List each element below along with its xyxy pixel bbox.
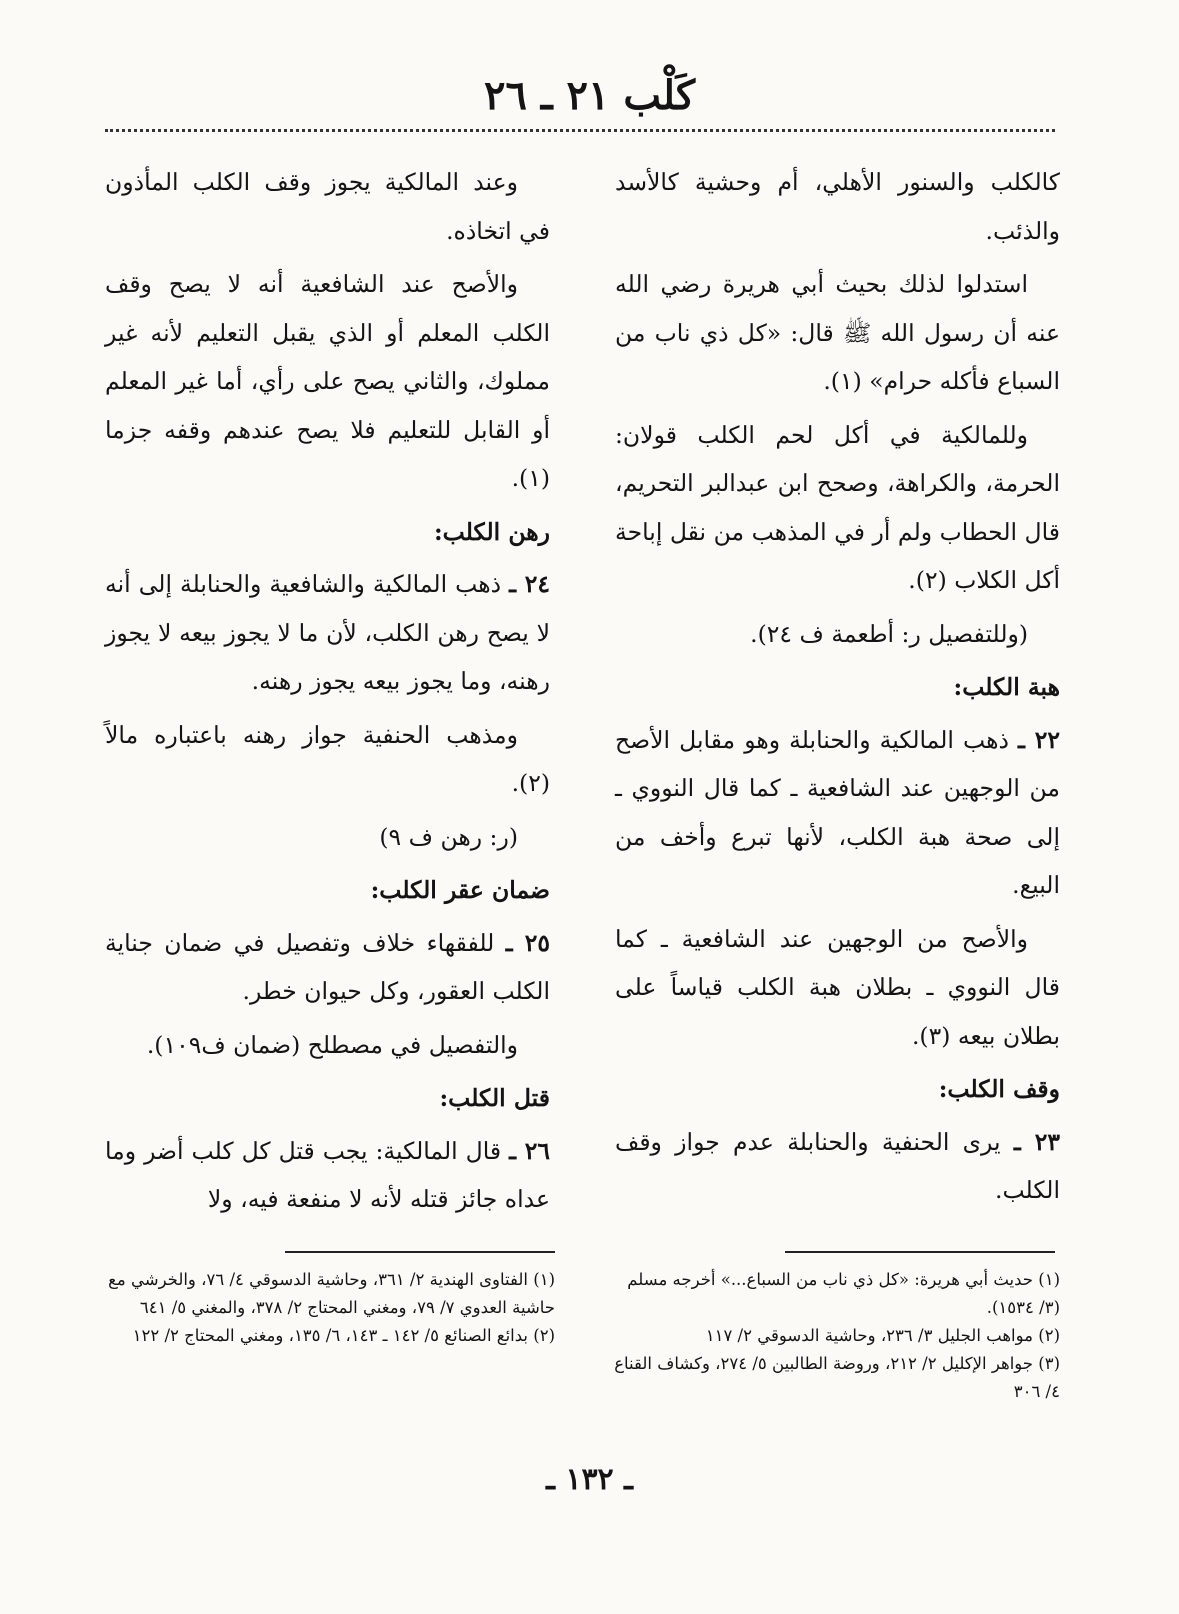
section-number: ٢٣ ـ bbox=[1013, 1127, 1060, 1156]
section-heading: قتل الكلب: bbox=[439, 1084, 550, 1112]
footnote-separator bbox=[785, 1251, 1055, 1253]
paragraph bbox=[105, 1127, 550, 1224]
page-number: ـ ١٣٢ ـ bbox=[546, 1462, 633, 1497]
section-heading: ضمان عقر الكلب: bbox=[370, 876, 550, 904]
footnote: (٢) بدائع الصنائع ٥/ ١٤٢ ـ ١٤٣، ٦/ ١٣٥، ومغني المحتاج ٢/ ١٢٢ bbox=[132, 1326, 555, 1345]
section-number: ٢٥ ـ bbox=[505, 928, 550, 957]
paragraph bbox=[615, 1118, 1060, 1215]
paragraph bbox=[615, 716, 1060, 910]
paragraph: وللمالكية في أكل لحم الكلب قولان: الحرمة، والكراهة، وصحح ابن عبدالبر التحريم، قال الحطاب ولم أر في المذهب من نقل إباحة أكل الكلاب (٢). bbox=[615, 420, 1060, 594]
section-number: ٢٦ ـ bbox=[509, 1136, 550, 1165]
header-divider bbox=[105, 129, 1055, 132]
paragraph-text: للفقهاء خلاف وتفصيل في ضمان جناية الكلب العقور، وكل حيوان خطر. bbox=[105, 928, 550, 1005]
page-header-title: كَلْب ٢١ ـ ٢٦ bbox=[483, 72, 695, 119]
footnotes-left bbox=[105, 1266, 555, 1350]
section-number: ٢٤ ـ bbox=[509, 570, 550, 598]
footnote: (١) الفتاوى الهندية ٢/ ٣٦١، وحاشية الدسوقي ٤/ ٧٦، والخرشي مع حاشية العدوي ٧/ ٧٩، ومغني المحتاج ٢/ ٣٧٨، والمغني ٥/ ٦٤١ bbox=[108, 1270, 555, 1317]
footnote: (٢) مواهب الجليل ٣/ ٢٣٦، وحاشية الدسوقي ٢/ ١١٧ bbox=[705, 1326, 1060, 1345]
paragraph: كالكلب والسنور الأهلي، أم وحشية كالأسد والذئب. bbox=[615, 168, 1060, 245]
paragraph: والتفصيل في مصطلح (ضمان ف١٠٩). bbox=[146, 1030, 518, 1059]
footnote-separator bbox=[285, 1251, 555, 1253]
paragraph-text: يرى الحنفية والحنابلة عدم جواز وقف الكلب. bbox=[615, 1127, 1060, 1204]
paragraph: والأصح عند الشافعية أنه لا يصح وقف الكلب المعلم أو الذي يقبل التعليم لأنه غير مملوك، والثاني يصح على رأي، أما غير المعلم أو القابل للتعليم فلا يصح عندهم وقفه جزما (١). bbox=[105, 270, 550, 492]
section-heading: رهن الكلب: bbox=[433, 517, 550, 546]
paragraph-text: ذهب المالكية والشافعية والحنابلة إلى أنه لا يصح رهن الكلب، لأن ما لا يجوز بيعه لا يجوز رهنه، وما يجوز بيعه يجوز رهنه. bbox=[105, 570, 550, 695]
paragraph: ومذهب الحنفية جواز رهنه باعتباره مالاً (٢). bbox=[105, 720, 550, 797]
cross-reference: (وللتفصيل ر: أطعمة ف ٢٤). bbox=[750, 619, 1028, 648]
cross-reference: (ر: رهن ف ٩) bbox=[379, 822, 518, 851]
paragraph: والأصح من الوجهين عند الشافعية ـ كما قال النووي ـ بطلان هبة الكلب قياساً على بطلان بيعه (٣). bbox=[615, 924, 1060, 1050]
footnotes-right bbox=[610, 1266, 1060, 1406]
section-number: ٢٢ ـ bbox=[1018, 725, 1060, 754]
footnote: (٣) جواهر الإكليل ٢/ ٢١٢، وروضة الطالبين ٥/ ٢٧٤، وكشاف القناع ٤/ ٣٠٦ bbox=[614, 1354, 1060, 1401]
footnote: (١) حديث أبي هريرة: «كل ذي ناب من السباع...» أخرجه مسلم (٣/ ١٥٣٤). bbox=[627, 1270, 1060, 1317]
paragraph-text: قال المالكية: يجب قتل كل كلب أضر وما عداه جائز قتله لأنه لا منفعة فيه، ولا bbox=[105, 1136, 550, 1213]
right-column bbox=[615, 158, 1060, 1220]
left-column bbox=[105, 158, 550, 1229]
paragraph: وعند المالكية يجوز وقف الكلب المأذون في اتخاذه. bbox=[105, 168, 550, 245]
paragraph bbox=[105, 560, 550, 706]
section-heading: وقف الكلب: bbox=[938, 1075, 1060, 1103]
paragraph: استدلوا لذلك بحيث أبي هريرة رضي الله عنه أن رسول الله ﷺ قال: «كل ذي ناب من السباع فأكله حرام» (١). bbox=[615, 270, 1060, 395]
paragraph bbox=[105, 919, 550, 1016]
section-heading: هبة الكلب: bbox=[953, 673, 1060, 701]
paragraph-text: ذهب المالكية والحنابلة وهو مقابل الأصح من الوجهين عند الشافعية ـ كما قال النووي ـ إلى صحة هبة الكلب، لأنها تبرع وأخف من البيع. bbox=[615, 725, 1060, 899]
